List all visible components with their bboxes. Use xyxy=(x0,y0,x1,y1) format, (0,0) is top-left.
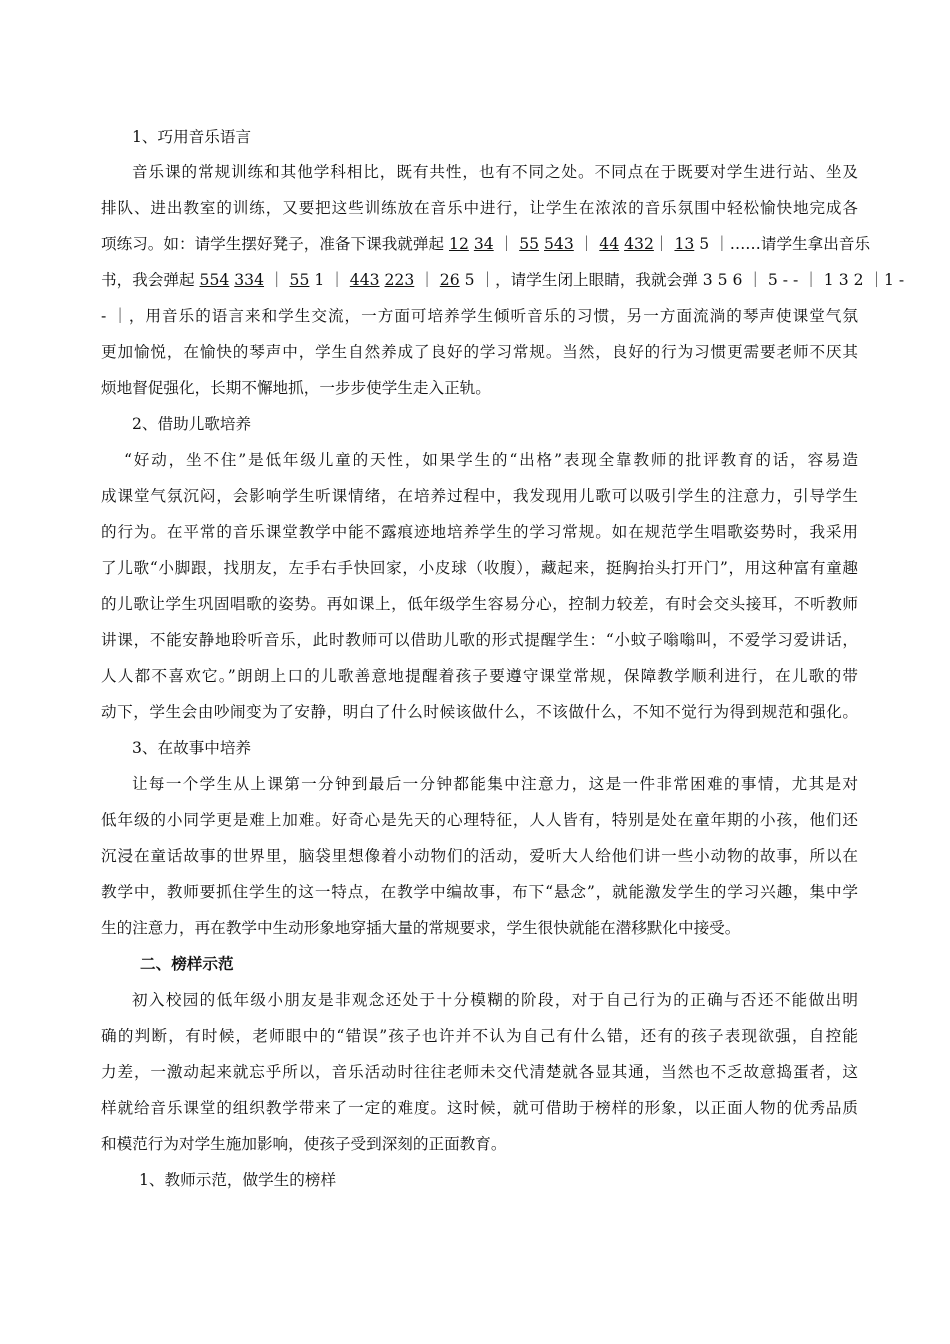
paragraph-line: “好动，坐不住”是低年级儿童的天性，如果学生的“出格”表现全靠教师的批评教育的话，容易造 xyxy=(124,451,858,469)
paragraph-line: - ｜，用音乐的语言来和学生交流，一方面可培养学生倾听音乐的习惯，另一方面流淌的琴声使课堂气氛 xyxy=(101,307,858,325)
text-run: ｜ xyxy=(653,235,675,253)
paragraph-line: 和模范行为对学生施加影响，使孩子受到深刻的正面教育。 xyxy=(101,1135,507,1153)
paragraph-line: 人人都不喜欢它。”朗朗上口的儿歌善意地提醒着孩子要遵守课堂常规，保障教学顺利进行，在儿歌的带 xyxy=(101,667,858,685)
underlined-notes: 12 xyxy=(449,235,469,253)
paragraph-line: 的行为。在平常的音乐课堂教学中能不露痕迹地培养学生的学习常规。如在规范学生唱歌姿势时，我采用 xyxy=(101,523,858,541)
paragraph-line: 生的注意力，再在教学中生动形象地穿插大量的常规要求，学生很快就能在潜移默化中接受。 xyxy=(101,919,741,937)
underlined-notes: 543 xyxy=(544,235,574,253)
underlined-notes: 26 xyxy=(439,271,460,289)
underlined-notes: 443 xyxy=(349,271,380,289)
paragraph-line: 教学中，教师要抓住学生的这一特点，在教学中编故事，布下“悬念”，就能激发学生的学习兴趣，集中学 xyxy=(101,883,858,901)
text-run: ｜ xyxy=(573,235,600,253)
underlined-notes: 432 xyxy=(624,235,654,253)
underlined-notes: 55 xyxy=(289,271,310,289)
underlined-notes: 34 xyxy=(473,235,494,253)
section-heading: 1、巧用音乐语言 xyxy=(132,128,252,146)
text-run: ｜ xyxy=(414,271,440,289)
paragraph-line: 讲课，不能安静地聆听音乐，此时教师可以借助儿歌的形式提醒学生：“小蚊子嗡嗡叫，不爱学习爱讲话， xyxy=(101,631,858,649)
underlined-notes: 223 xyxy=(384,271,415,289)
paragraph-line xyxy=(101,265,905,295)
underlined-notes: 13 xyxy=(674,235,695,253)
paragraph-line: 样就给音乐课堂的组织教学带来了一定的难度。这时候，就可借助于榜样的形象，以正面人物的优秀品质 xyxy=(101,1099,858,1117)
text-run: 5 ｜，请学生闭上眼睛，我就会弹 3 5 6 ｜ 5 - - ｜ 1 3 2 ｜1 - xyxy=(459,271,905,289)
text-run: ｜ xyxy=(493,235,520,253)
paragraph-line: 沉浸在童话故事的世界里，脑袋里想像着小动物们的活动，爱听大人给他们讲一些小动物的故事，所以在 xyxy=(101,847,858,865)
paragraph-line: 音乐课的常规训练和其他学科相比，既有共性，也有不同之处。不同点在于既要对学生进行站、坐及 xyxy=(132,163,858,181)
section-heading: 3、在故事中培养 xyxy=(132,739,252,757)
paragraph-line: 排队、进出教室的训练，又要把这些训练放在音乐中进行，让学生在浓浓的音乐氛围中轻松愉快地完成各 xyxy=(101,199,858,217)
underlined-notes: 554 xyxy=(199,271,230,289)
paragraph-line: 烦地督促强化，长期不懈地抓，一步步使学生走入正轨。 xyxy=(101,379,491,397)
text-run: 1 ｜ xyxy=(309,271,350,289)
paragraph-line: 的儿歌让学生巩固唱歌的姿势。再如课上，低年级学生容易分心，控制力较差，有时会交头接耳，不听教师 xyxy=(101,595,858,613)
section-heading: 2、借助儿歌培养 xyxy=(132,415,252,433)
text-run: ｜ xyxy=(264,271,290,289)
paragraph-line: 力差，一激动起来就忘乎所以，音乐活动时往往老师未交代清楚就各显其通，当然也不乏故意捣蛋者，这 xyxy=(101,1063,858,1081)
text-run: 书，我会弹起 xyxy=(101,271,200,289)
underlined-notes: 55 xyxy=(519,235,540,253)
paragraph-line: 成课堂气氛沉闷，会影响学生听课情绪，在培养过程中，我发现用儿歌可以吸引学生的注意力，引导学生 xyxy=(101,487,858,505)
underlined-notes: 334 xyxy=(234,271,265,289)
text-run: 项练习。如：请学生摆好凳子，准备下课我就弹起 xyxy=(101,235,450,253)
chapter-heading: 二、榜样示范 xyxy=(140,954,234,973)
paragraph-line: 低年级的小同学更是难上加难。好奇心是先天的心理特征，人人皆有，特别是处在童年期的小孩，他们还 xyxy=(101,811,858,829)
paragraph-line xyxy=(101,229,871,259)
paragraph-line: 更加愉悦，在愉快的琴声中，学生自然养成了良好的学习常规。当然，良好的行为习惯更需要老师不厌其 xyxy=(101,343,858,361)
paragraph-line: 确的判断，有时候，老师眼中的“错误”孩子也许并不认为自己有什么错，还有的孩子表现欲强，自控能 xyxy=(101,1027,858,1045)
underlined-notes: 44 xyxy=(599,235,620,253)
paragraph-line: 初入校园的低年级小朋友是非观念还处于十分模糊的阶段，对于自己行为的正确与否还不能做出明 xyxy=(132,991,858,1009)
text-run: 5 ｜……请学生拿出音乐 xyxy=(694,235,871,253)
paragraph-line: 了儿歌“小脚跟，找朋友，左手右手快回家，小皮球（收腹），藏起来，挺胸抬头打开门”，用这种富有童趣 xyxy=(101,559,858,577)
section-heading: 1、教师示范，做学生的榜样 xyxy=(139,1171,337,1189)
paragraph-line: 动下，学生会由吵闹变为了安静，明白了什么时候该做什么，不该做什么，不知不觉行为得到规范和强化。 xyxy=(101,703,858,721)
paragraph-line: 让每一个学生从上课第一分钟到最后一分钟都能集中注意力，这是一件非常困难的事情，尤其是对 xyxy=(132,775,858,793)
